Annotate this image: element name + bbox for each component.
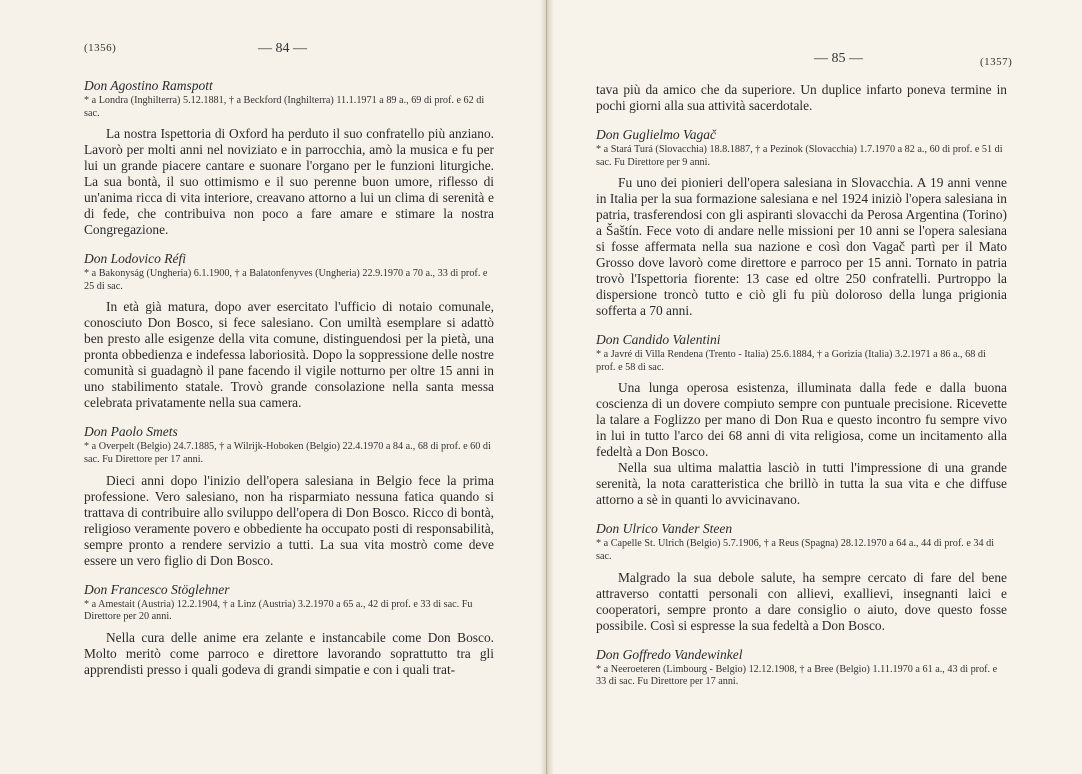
right-page-code: (1357) (980, 56, 1013, 68)
entry-paragraph: La nostra Ispettoria di Oxford ha perduto il suo confratello più anziano. Lavorò per molti anni nel noviziato e in parrocchia, amò la musica e fu per lui un grande piacere cantare e suonare l'organo per le funzioni liturgiche. La sua bontà, il suo ottimismo e il suo perenne buon umore, riflesso di un'anima ricca di vita interiore, creavano attorno a lui un clima di serenità e di fede, che contribuiva non poco a fare amare e stimare la nostra Congregazione. (84, 126, 494, 238)
obituary-entry (84, 424, 494, 568)
entry-name: Don Agostino Ramspott (84, 78, 213, 93)
left-column (84, 78, 494, 691)
right-page (546, 0, 1082, 774)
obituary-entry (84, 78, 494, 238)
entry-name: Don Goffredo Vandewinkel (596, 646, 743, 662)
obituary-entry (84, 582, 494, 678)
obituary-entry (596, 127, 1007, 319)
entry-meta: * a Overpelt (Belgio) 24.7.1885, † a Wilrijk-Hoboken (Belgio) 22.4.1970 a 84 a., 68 di prof. e 60 di sac. Fu Direttore per 17 anni. (84, 441, 491, 465)
entry-meta: * a Amestait (Austria) 12.2.1904, † a Linz (Austria) 3.2.1970 a 65 a., 42 di prof. e 33 di sac. Fu Direttore per 20 anni. (84, 598, 473, 623)
entry-paragraph: Nella sua ultima malattia lasciò in tutti l'impressione di una grande serenità, la nota caratteristica che brillò in tutta la sua vita e che diffuse attorno a sè in quanti lo avvicinavano. (596, 460, 1007, 508)
right-page-number: — 85 — (814, 51, 863, 66)
entry-meta: * a Bakonyság (Ungheria) 6.1.1900, † a Balatonfenyves (Ungheria) 22.9.1970 a 70 a., 33 di prof. e 25 di sac. (84, 268, 488, 292)
continuation-paragraph: tava più da amico che da superiore. Un duplice infarto poneva termine in pochi giorni alla sua attività sacerdotale. (596, 82, 1007, 113)
entry-name: Don Paolo Smets (84, 424, 178, 440)
continuation-block (596, 82, 1007, 114)
obituary-entry (596, 647, 1007, 689)
right-column (596, 82, 1007, 702)
entry-name: Don Ulrico Vander Steen (596, 521, 733, 537)
left-page-number: — 84 — (258, 41, 307, 56)
entry-name: Don Guglielmo Vagač (596, 127, 716, 142)
entry-name: Don Candido Valentini (596, 332, 721, 348)
entry-meta: * a Capelle St. Ulrich (Belgio) 5.7.1906, † a Reus (Spagna) 28.12.1970 a 64 a., 44 di prof. e 34 di sac. (596, 538, 995, 562)
entry-paragraph: Nella cura delle anime era zelante e instancabile come Don Bosco. Molto meritò come parroco e direttore lavorando soprattutto tra gli apprendisti presso i quali godeva di grandi simpatie e con i quali trat- (84, 629, 494, 677)
gutter-fold-line (546, 0, 547, 774)
entry-meta: * a Londra (Inghilterra) 5.12.1881, † a Beckford (Inghilterra) 11.1.1971 a 89 a., 69 di prof. e 62 di sac. (84, 95, 485, 119)
entry-paragraph: Malgrado la sua debole salute, ha sempre cercato di fare del bene attraverso contatti personali con allievi, exallievi, insegnanti laici e cooperatori, sempre pronto a dare consiglio o aiuto, dove questo fosse possibile. Così si espresse la sua fedeltà a Don Bosco. (596, 569, 1007, 633)
left-page-code: (1356) (84, 42, 117, 54)
entry-paragraph: In età già matura, dopo aver esercitato l'ufficio di notaio comunale, conosciuto Don Bosco, si fece salesiano. Con umiltà esemplare si adattò ben presto alle esigenze della vita comune, distinguendosi per la pietà, una pronta obbedienza e indefessa laboriosità. Dopo la soppressione delle nostre comunità si guadagnò il pane facendo il vigile notturno per oltre 15 anni in uno stabilimento statale. Trovò grande consolazione nella santa messa celebrata privatamente nella sua camera. (84, 299, 494, 411)
obituary-entry (596, 521, 1007, 633)
entry-name: Don Lodovico Réfi (84, 251, 186, 267)
entry-paragraph: Dieci anni dopo l'inizio dell'opera salesiana in Belgio fece la prima professione. Vero salesiano, non ha risparmiato nessuna fatica quando si trattava di contribuire allo sviluppo dell'opera di Don Bosco. Ricco di bontà, religioso veramente povero e obbediente ha occupato posti di responsabilità, sempre pronto a rendere servizio a tutti. La sua vita mostrò come deve essere un vero figlio di Don Bosco. (84, 472, 494, 568)
book-gutter (540, 0, 554, 774)
entry-meta: * a Neeroeteren (Limbourg - Belgio) 12.12.1908, † a Bree (Belgio) 1.11.1970 a 61 a., 43 di prof. e 33 di sac. Fu Direttore per 17 anni. (596, 663, 998, 688)
entry-meta: * a Stará Turá (Slovacchia) 18.8.1887, † a Pezinok (Slovacchia) 1.7.1970 a 82 a., 60 di prof. e 51 di sac. Fu Direttore per 9 anni. (596, 144, 1003, 168)
entry-name: Don Francesco Stöglehner (84, 581, 230, 597)
entry-meta: * a Javré di Villa Rendena (Trento - Italia) 25.6.1884, † a Gorizia (Italia) 3.2.1971 a 86 a., 68 di prof. e 58 di sac. (596, 349, 986, 373)
obituary-entry (84, 251, 494, 411)
entry-paragraph: Una lunga operosa esistenza, illuminata dalla fede e dalla buona coscienza di un dovere compiuto sempre con puntuale precisione. Ricevette la talare a Foglizzo per mano di Don Rua e questo incontro fu sempre vivo in lui in tutto l'arco dei 68 anni di vita religiosa, come un incitamento alla fedeltà a Don Bosco. (596, 380, 1007, 460)
entry-paragraph: Fu uno dei pionieri dell'opera salesiana in Slovacchia. A 19 anni venne in Italia per la sua formazione salesiana e nel 1924 iniziò l'opera salesiana in patria, trasferendosi con gli aspiranti slovacchi da Perosa Argentina (Torino) a Šaštín. Fece voto di andare nelle missioni per 10 anni se l'opera salesiana si fosse affermata nella sua nazione e così don Vagač partì per il Mato Grosso dove lavorò come direttore e parroco per 15 anni. Tornato in patria trovò l'Ispettoria fiorente: 13 case ed oltre 250 confratelli. Purtroppo la dispersione troncò tutto e ciò gli fu più doloroso della lunga prigionia sofferta a 70 anni. (596, 175, 1007, 319)
obituary-entry (596, 332, 1007, 508)
